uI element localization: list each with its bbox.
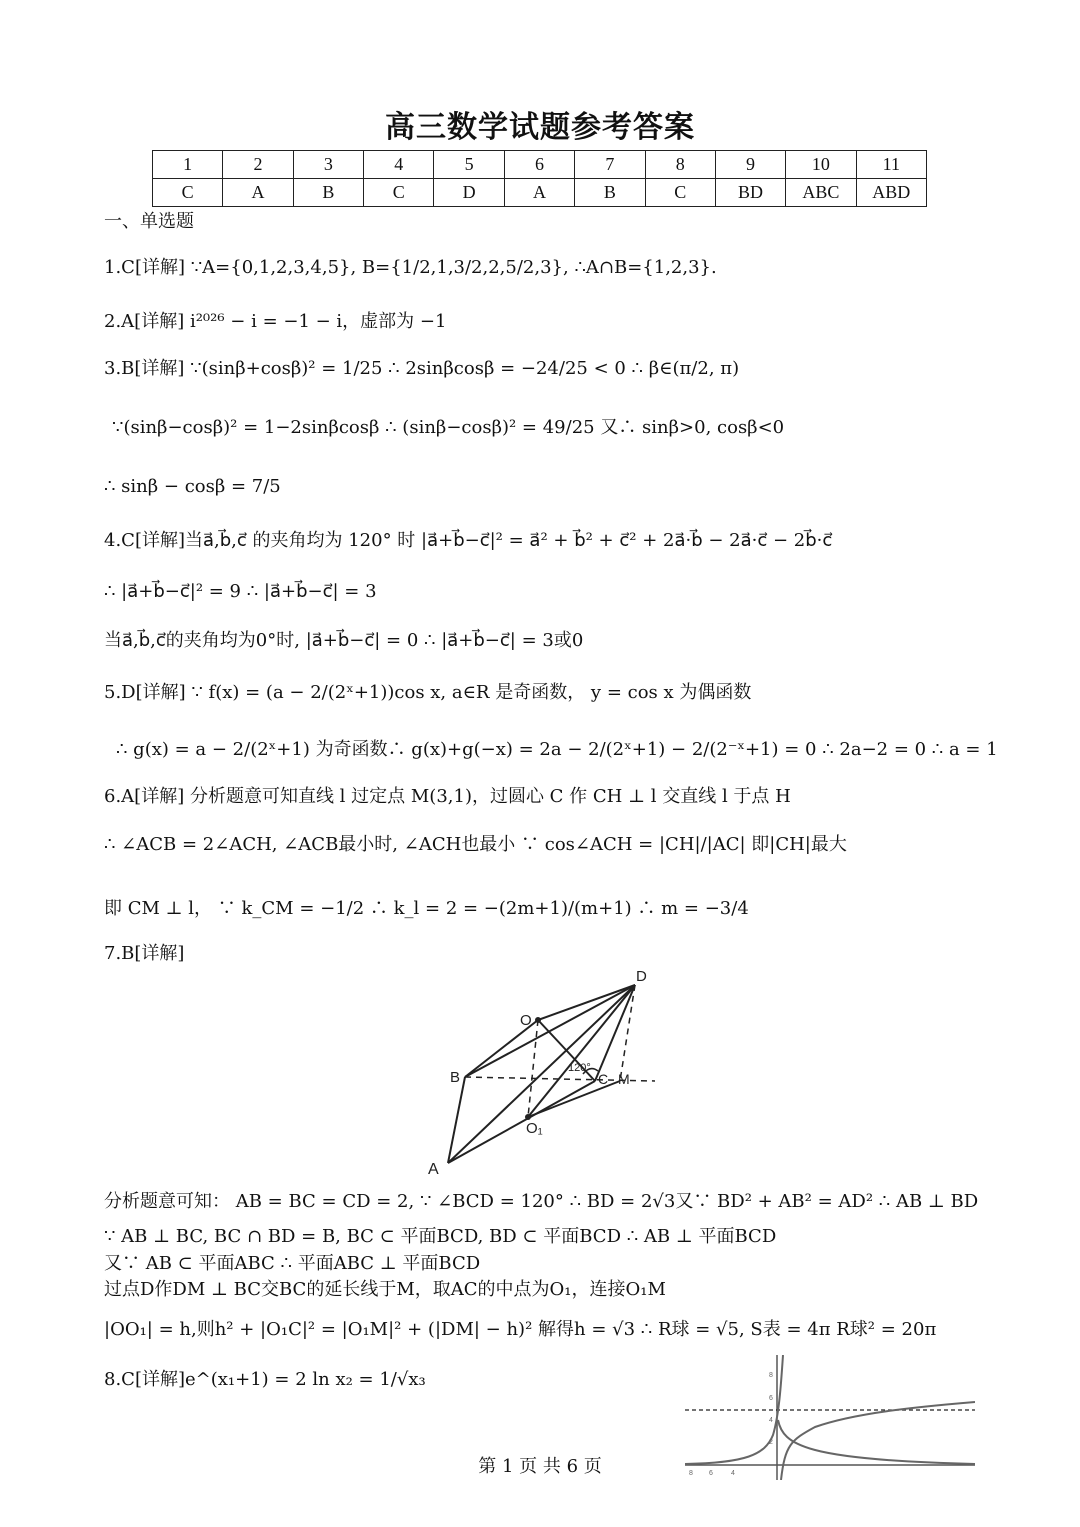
solution-q7-line5: |OO₁| = h,则h² + |O₁C|² = |O₁M|² + (|DM| − h)² 解得h = √3 ∴ R球 = √5, S表 = 4π R球² = 20π [104,1319,937,1340]
point-O [535,1017,541,1023]
question-number: 10 [786,151,856,179]
solution-q7-line3: 又∵ AB ⊂ 平面ABC ∴ 平面ABC ⊥ 平面BCD [104,1253,481,1274]
label-A: A [428,1161,439,1178]
answer-cell: C [645,179,715,207]
answer-cell: B [293,179,363,207]
page-footer: 第 1 页 共 6 页 [478,1456,602,1477]
solution-q8-heading: 8.C[详解]e^(x₁+1) = 2 ln x₂ = 1/√x₃ [104,1369,426,1390]
question-number: 11 [856,151,926,179]
segment-OO1 [528,1020,538,1117]
answer-cell: C [364,179,434,207]
solution-q7-line2: ∵ AB ⊥ BC, BC ∩ BD = B, BC ⊂ 平面BCD, BD ⊂ 平面BCD ∴ AB ⊥ 平面BCD [104,1226,777,1247]
y-tick-label: 2 [769,1439,773,1446]
solution-q2: 2.A[详解] i²⁰²⁶ − i = −1 − i，虚部为 −1 [104,311,447,332]
label-angle: 120° [568,1062,591,1074]
answer-cell: ABC [786,179,856,207]
y-tick-label: 4 [769,1417,773,1424]
label-D: D [636,968,647,985]
answer-cell: A [504,179,574,207]
solution-q5-line2: ∴ g(x) = a − 2/(2ˣ+1) 为奇函数∴ g(x)+g(−x) = 2a − 2/(2ˣ+1) − 2/(2⁻ˣ+1) = 0 ∴ 2a−2 = 0 ∴ a = 1 [116,739,998,760]
x-tick-label: 4 [731,1470,735,1477]
label-B: B [450,1069,461,1086]
question-number: 6 [504,151,574,179]
solution-q4-line3: 当a⃗,b⃗,c⃗的夹角均为0°时, |a⃗+b⃗−c⃗| = 0 ∴ |a⃗+b⃗−c⃗| = 3或0 [104,630,584,651]
solution-q3-line1: 3.B[详解] ∵(sinβ+cosβ)² = 1/25 ∴ 2sinβcosβ = −24/25 < 0 ∴ β∈(π/2, π) [104,358,740,379]
answer-cell: B [575,179,645,207]
x-tick-label: 8 [689,1470,693,1477]
answer-table-answer-row [153,179,927,207]
solution-q7-line4: 过点D作DM ⊥ BC交BC的延长线于M，取AC的中点为O₁，连接O₁M [104,1279,666,1300]
question-number: 3 [293,151,363,179]
question-number: 1 [153,151,223,179]
page-title: 高三数学试题参考答案 [385,110,695,145]
y-tick-label: 8 [769,1372,773,1379]
question-number: 5 [434,151,504,179]
edge-DC [595,985,635,1081]
solution-q3-line3: ∴ sinβ − cosβ = 7/5 [104,476,281,497]
solution-q6-line3: 即 CM ⊥ l， ∵ k_CM = −1/2 ∴ k_l = 2 = −(2m+1)/(m+1) ∴ m = −3/4 [104,898,749,919]
answer-cell: D [434,179,504,207]
label-M: M [618,1071,630,1087]
label-O1: O₁ [526,1120,543,1137]
y-tick-label: 6 [769,1395,773,1402]
question-number: 2 [223,151,293,179]
answer-cell: C [153,179,223,207]
solution-q4-line1: 4.C[详解]当a⃗,b⃗,c⃗ 的夹角均为 120° 时 |a⃗+b⃗−c⃗|² = a⃗² + b⃗² + c⃗² + 2a⃗·b⃗ − 2a⃗·c⃗ − 2b⃗·c⃗ [104,530,833,551]
question-number: 9 [715,151,785,179]
question-number: 8 [645,151,715,179]
answer-cell: BD [715,179,785,207]
answer-table-number-row [153,151,927,179]
label-C: C [598,1071,609,1087]
edge-DB [465,985,635,1077]
solution-q4-line2: ∴ |a⃗+b⃗−c⃗|² = 9 ∴ |a⃗+b⃗−c⃗| = 3 [104,581,377,602]
label-O: O [520,1012,532,1029]
section-heading: 一、单选题 [104,211,194,232]
x-tick-label: 6 [709,1470,713,1477]
solution-q7-line1: 分析题意可知： AB = BC = CD = 2, ∵ ∠BCD = 120° ∴ BD = 2√3又∵ BD² + AB² = AD² ∴ AB ⊥ BD [104,1191,979,1212]
question-number: 4 [364,151,434,179]
answer-cell: ABD [856,179,926,207]
answer-cell: A [223,179,293,207]
solution-q1: 1.C[详解] ∵A={0,1,2,3,4,5}, B={1/2,1,3/2,2,5/2,3}, ∴A∩B={1,2,3}. [104,257,717,278]
solution-q5-line1: 5.D[详解] ∵ f(x) = (a − 2/(2ˣ+1))cos x, a∈R 是奇函数， y = cos x 为偶函数 [104,682,752,703]
solution-q6-line2: ∴ ∠ACB = 2∠ACH, ∠ACB最小时, ∠ACH也最小 ∵ cos∠ACH = |CH|/|AC| 即|CH|最大 [104,834,847,855]
answer-table [152,150,927,207]
solution-q7-heading: 7.B[详解] [104,943,185,964]
tetrahedron-figure [420,965,670,1180]
question-number: 7 [575,151,645,179]
solution-q3-line2: ∵(sinβ−cosβ)² = 1−2sinβcosβ ∴ (sinβ−cosβ)² = 49/25 又∴ sinβ>0, cosβ<0 [112,417,785,438]
solution-q6-line1: 6.A[详解] 分析题意可知直线 l 过定点 M(3,1)，过圆心 C 作 CH ⊥ l 交直线 l 于点 H [104,786,791,807]
